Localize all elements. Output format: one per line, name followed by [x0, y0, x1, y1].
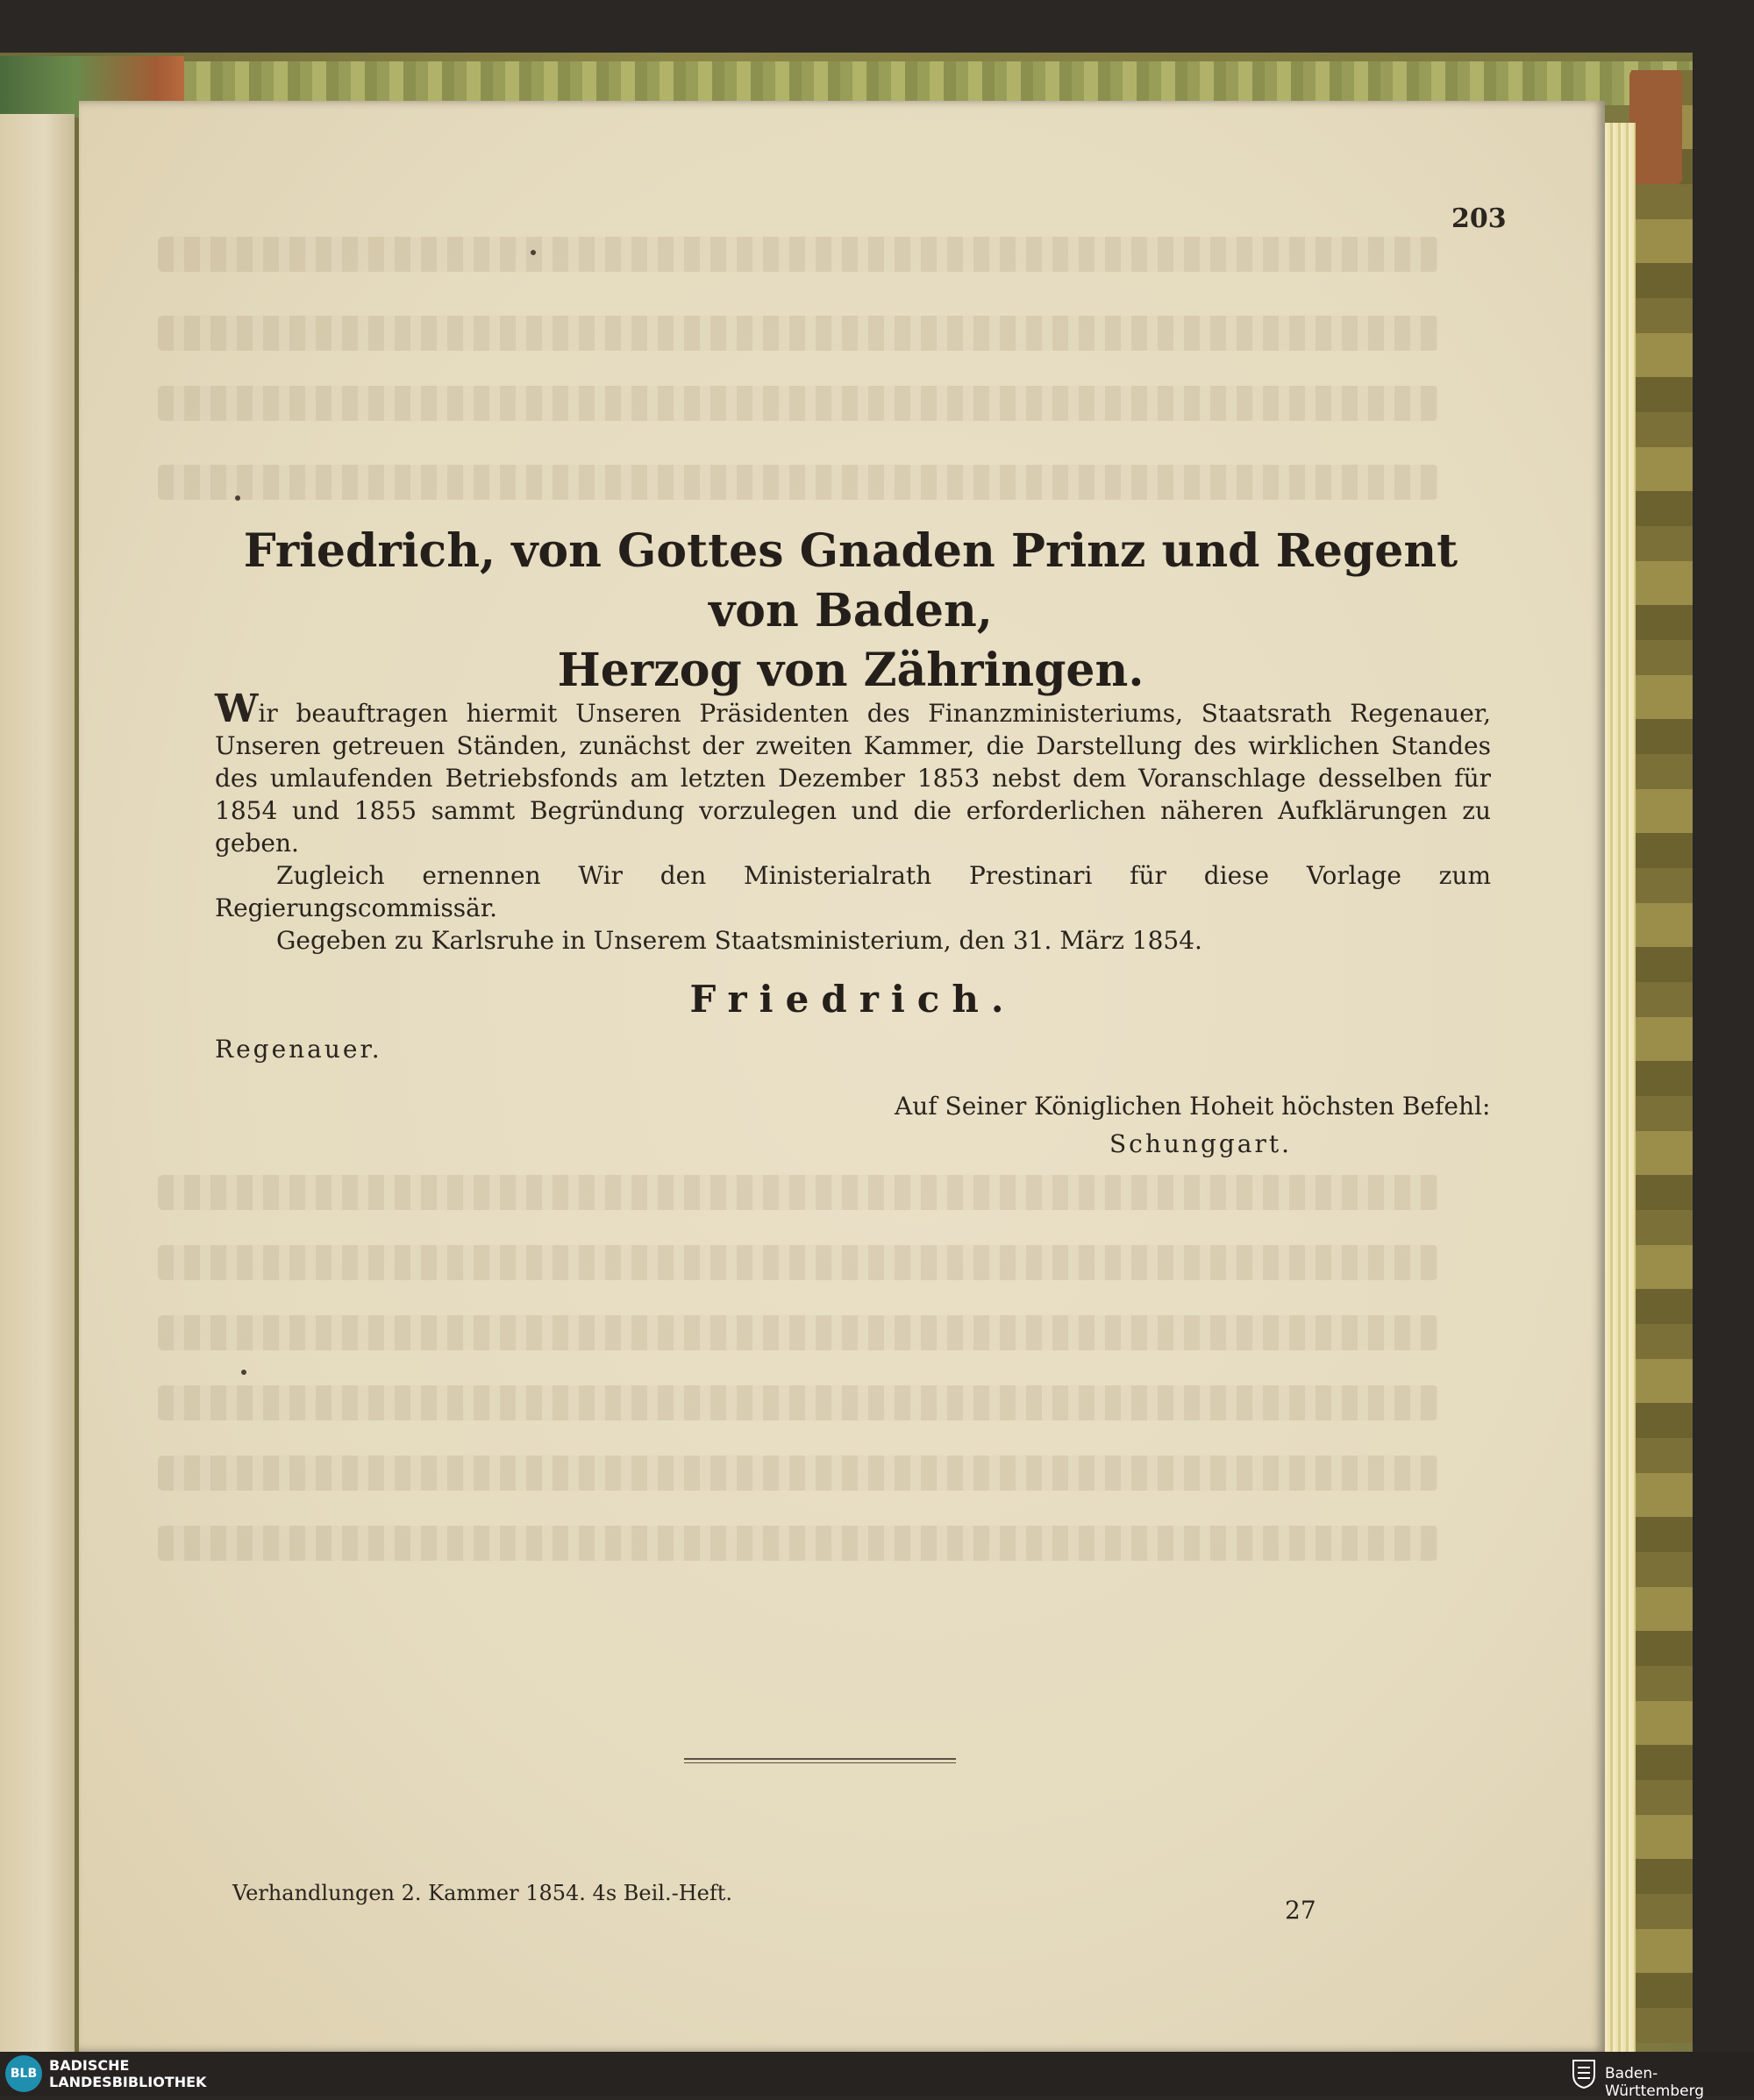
speck [531, 250, 536, 255]
command-line: Auf Seiner Königlichen Hoheit höchsten Befehl: [895, 1092, 1491, 1121]
show-through [158, 1245, 1438, 1280]
library-name-line-2: LANDESBIBLIOTHEK [49, 2074, 207, 2090]
show-through [158, 237, 1438, 272]
show-through [158, 1526, 1438, 1561]
paragraph-1 [215, 687, 1491, 859]
show-through [158, 386, 1438, 421]
title-line-2: Herzog von Zähringen. [557, 644, 1144, 697]
left-page-edge [0, 114, 75, 2052]
book-cover-right-edge [1631, 70, 1693, 2043]
page-title [228, 522, 1473, 701]
baden-wuerttemberg-crest-icon[interactable] [1572, 2059, 1596, 2089]
title-line-1: Friedrich, von Gottes Gnaden Prinz und Regent von Baden, [243, 524, 1458, 637]
footer-reference: Verhandlungen 2. Kammer 1854. 4s Beil.-Heft. [232, 1881, 732, 1905]
show-through [158, 1175, 1438, 1210]
viewer-bottom-bar [0, 2052, 1754, 2096]
show-through [158, 465, 1438, 500]
decree-body [215, 687, 1491, 957]
signature: Friedrich. [689, 978, 1016, 1021]
show-through [158, 1385, 1438, 1420]
signer-name: Schunggart. [1109, 1129, 1293, 1158]
footer-sheet-number: 27 [1285, 1896, 1316, 1925]
book-cover-top-edge [184, 61, 1693, 105]
countersignature: Regenauer. [215, 1035, 382, 1064]
show-through [158, 1315, 1438, 1350]
show-through [158, 316, 1438, 351]
state-name[interactable]: Baden-Württemberg [1605, 2065, 1705, 2100]
library-name[interactable] [49, 2057, 206, 2090]
speck [235, 495, 240, 501]
paragraph-2: Zugleich ernennen Wir den Ministerialrath Prestinari für diese Vorlage zum Regierungscommissär. [215, 861, 1491, 922]
show-through [158, 1456, 1438, 1491]
library-name-line-1: BADISCHE [49, 2057, 130, 2074]
initial-letter: W [215, 687, 259, 731]
speck [241, 1370, 246, 1375]
paragraph-1-text: ir beauftragen hiermit Unseren Präsidenten des Finanzministeriums, Staatsrath Regenauer, Unseren getreuen Ständen, zunächst der zweiten Kammer, die Darstellung des wirklichen Standes des umlaufenden Betriebsfonds am letzten Dezember 1853 nebst dem Voranschlage desselben für 1854 und 1855 sammt Begründung vorzulegen und die erforderlichen näheren Aufklärungen zu geben. [215, 699, 1491, 858]
leather-corner [1629, 70, 1682, 184]
divider-rule [684, 1758, 956, 1763]
page-number: 203 [1451, 203, 1507, 234]
paragraph-3: Gegeben zu Karlsruhe in Unserem Staatsministerium, den 31. März 1854. [276, 926, 1202, 955]
blb-logo-icon[interactable]: BLB [5, 2055, 42, 2092]
